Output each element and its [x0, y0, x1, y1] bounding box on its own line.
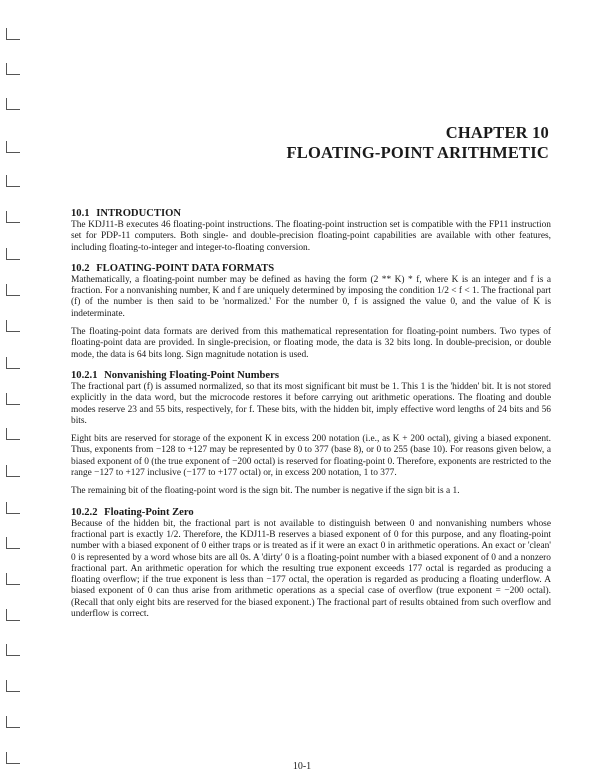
binding-tick — [6, 211, 20, 223]
section-heading — [71, 262, 551, 275]
binding-tick — [6, 28, 20, 40]
chapter-label: CHAPTER 10 — [445, 123, 549, 142]
section-number: 10.2.2 — [71, 506, 98, 518]
document-body — [71, 207, 551, 620]
binding-tick — [6, 393, 20, 405]
binding-tick — [6, 428, 20, 440]
paragraph: The remaining bit of the floating-point word is the sign bit. The number is negative if the sign bit is a 1. — [71, 486, 460, 497]
subsection-heading — [71, 506, 551, 519]
page-number: 10-1 — [292, 761, 312, 772]
section-heading — [71, 207, 551, 220]
binding-tick — [6, 284, 20, 296]
binding-tick — [6, 502, 20, 514]
chapter-title: FLOATING-POINT ARITHMETIC — [286, 143, 549, 162]
subsection-heading — [71, 369, 551, 382]
paragraph: The floating-point data formats are derived from this mathematical representation for floating-point numbers. Two types of floating-point data are provided. In single-precision, or floating mode, the data is 32 bits long. In double-precision, or double mode, the data is 64 bits long. Sign magnitude notation is used. — [71, 327, 551, 360]
paragraph: The KDJ11-B executes 46 floating-point instructions. The floating-point instruction set is compatible with the FP11 instruction set for PDP-11 computers. Both single- and double-precision floating-point capabilities are available with other features, including floating-to-integer and integer-to-floating conversion. — [71, 220, 551, 253]
binding-tick — [6, 680, 20, 692]
chapter-heading — [287, 123, 549, 163]
paragraph: Because of the hidden bit, the fractional part is not available to distinguish between 0 and nonvanishing numbers whose fractional part is exactly 1/2. Therefore, the KDJ11-B reserves a biased exponent of 0 for this purpose, and any floating-point number with a biased exponent of 0 either traps or is treated as if it were an exact 0 in arithmetic operations. An exact or 'clean' 0 is represented by a word whose bits are all 0s. A 'dirty' 0 is a floating-point number with a biased exponent of 0 and a nonzero fractional part. An arithmetic operation for which the resulting true exponent exceeds 177 octal is regarded as producing a floating overflow; if the true exponent is less than −177 octal, the operation is regarded as producing a floating underflow. A biased exponent of 0 can thus arise from arithmetic operations as a special case of overflow (true exponent = −200 octal). (Recall that only eight bits are reserved for the biased exponent.) The fractional part of results obtained from such overflow and underflow is correct. — [71, 518, 551, 620]
binding-tick — [6, 537, 20, 549]
section-title: FLOATING-POINT DATA FORMATS — [96, 262, 275, 274]
binding-tick — [6, 175, 20, 187]
section-number: 10.1 — [71, 208, 90, 219]
section-number: 10.2.1 — [71, 369, 98, 381]
section-title: Nonvanishing Floating-Point Numbers — [104, 369, 279, 381]
binding-tick — [6, 357, 20, 369]
paragraph: Eight bits are reserved for storage of the exponent K in excess 200 notation (i.e., as K + 200 octal), giving a biased exponent. Thus, exponents from −128 to +127 may be represented by 0 to 377 (base 8), or 0 to 255 (base 10). For reasons given below, a biased exponent of 0 (the true exponent of −200 octal) is reserved for floating-point 0. Therefore, exponents are restricted to the range −127 to +127 inclusive (−177 to +177 octal) or, in excess 200 notation, 1 to 377. — [71, 434, 551, 479]
binding-tick — [6, 609, 20, 621]
binding-tick — [6, 63, 20, 75]
binding-tick — [6, 320, 20, 332]
binding-tick — [6, 716, 20, 728]
paragraph: The fractional part (f) is assumed normalized, so that its most significant bit must be 1. This 1 is the 'hidden' bit. It is not stored explicitly in the data word, but the microcode restores it before carrying out arithmetic operations. The floating and double modes reserve 23 and 55 bits, respectively, for f. These bits, with the hidden bit, imply effective word lengths of 24 bits and 56 bits. — [71, 381, 551, 426]
binding-tick — [6, 141, 20, 153]
section-number: 10.2 — [71, 262, 90, 274]
binding-tick — [6, 644, 20, 656]
paragraph: Mathematically, a floating-point number may be defined as having the form (2 ** K) * f, where K is an integer and f is a fraction. For a nonvanishing number, K and f are uniquely determined by imposing the condition 1/2 < f < 1. The fractional part (f) of the number is then said to be 'normalized.' For the number 0, f is assigned the value 0, and the value of K is indeterminate. — [71, 274, 551, 319]
section-title: INTRODUCTION — [96, 208, 181, 219]
binding-tick — [6, 98, 20, 110]
binding-tick — [6, 573, 20, 585]
binding-tick — [6, 248, 20, 260]
section-title: Floating-Point Zero — [104, 506, 194, 518]
binding-tick — [6, 465, 20, 477]
